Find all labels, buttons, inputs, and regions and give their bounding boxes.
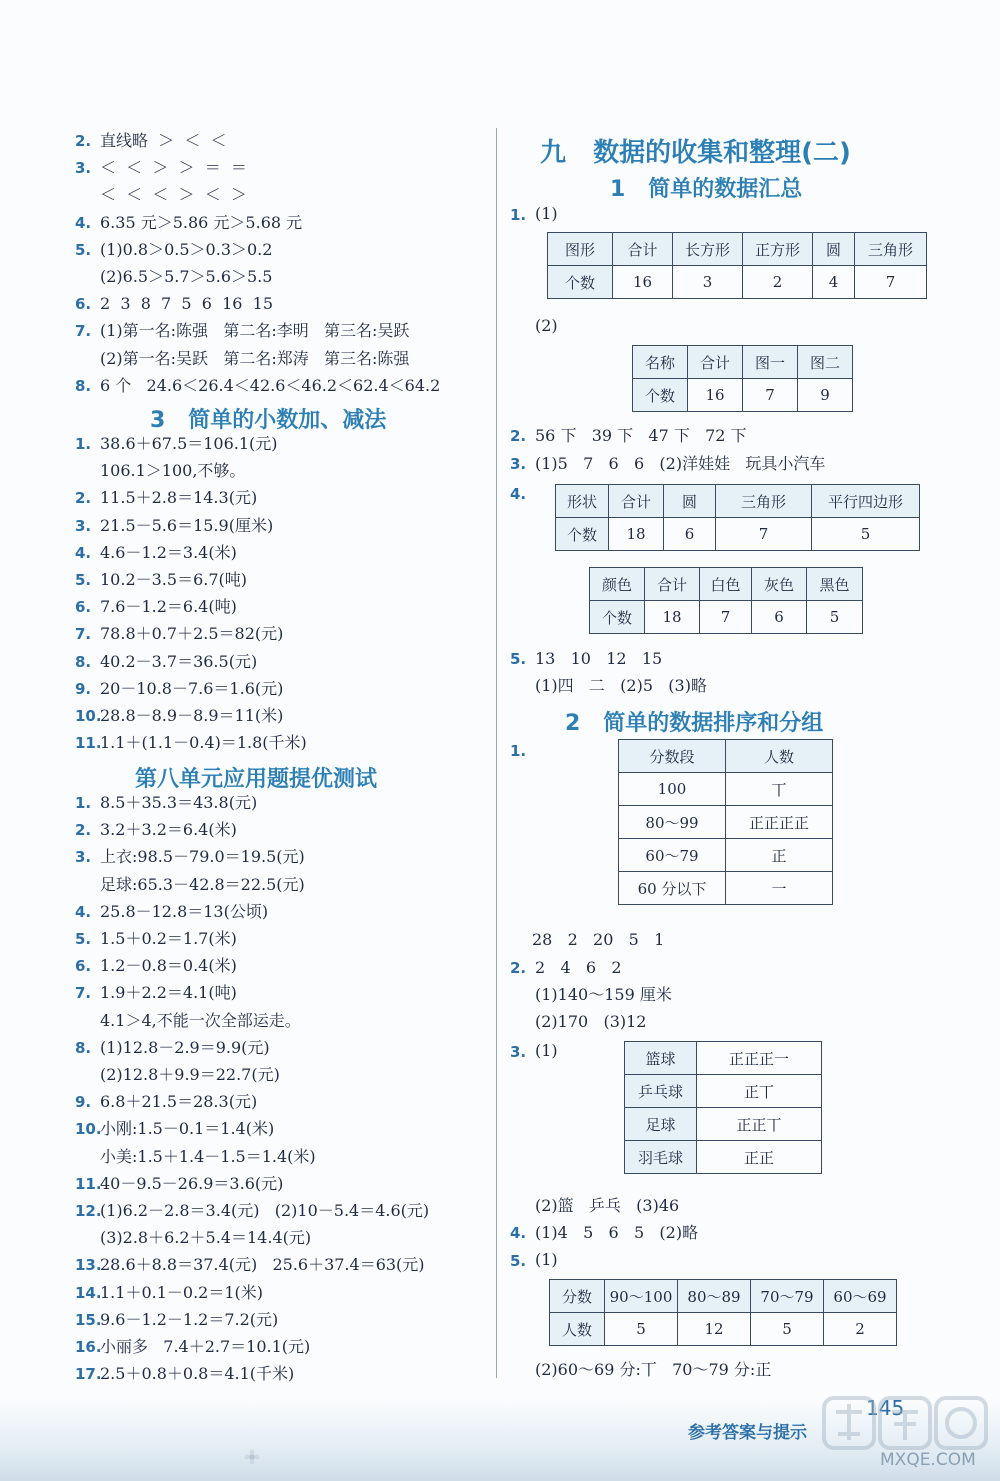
table-cell: 60～79 xyxy=(619,839,726,872)
answer-line: 小美:1.5＋1.4－1.5＝1.4(米) xyxy=(100,1146,316,1166)
answer-line: (1)4 5 6 5 (2)略 xyxy=(535,1223,699,1242)
table-cell: 正 xyxy=(726,839,833,872)
answer-line: 2 3 8 7 5 6 16 15 xyxy=(100,294,273,314)
item-number: 9. xyxy=(75,1093,92,1112)
item-number: 2. xyxy=(75,821,92,840)
table-cell: 图二 xyxy=(798,346,853,379)
item-number: 1. xyxy=(510,742,527,760)
table-row xyxy=(548,233,927,266)
table-cell: 16 xyxy=(613,266,673,299)
table-cell: 7 xyxy=(716,518,812,551)
chapter-title: 九 数据的收集和整理(二) xyxy=(540,138,851,168)
table-cell: 5 xyxy=(812,518,920,551)
table-cell: 名称 xyxy=(633,346,688,379)
table-row xyxy=(625,1141,822,1174)
table-cell: 三角形 xyxy=(716,485,812,518)
table-cell: 5 xyxy=(807,601,863,634)
table-cell: 正正正正 xyxy=(726,806,833,839)
table-cell: 个数 xyxy=(633,379,688,412)
answer-line: 28.8－8.9－8.9＝11(米) xyxy=(100,706,284,725)
table-cell: 颜色 xyxy=(590,568,645,601)
answer-line: 1.2－0.8＝0.4(米) xyxy=(100,956,237,976)
answer-line: 28.6＋8.8＝37.4(元) 25.6＋37.4＝63(元) xyxy=(100,1255,425,1275)
table-cell: 正正 xyxy=(697,1141,822,1174)
part-label: (2) xyxy=(535,316,558,335)
item-number: 5. xyxy=(510,650,527,668)
table-cell: 圆 xyxy=(664,485,716,518)
section-title-3: 3 简单的小数加、减法 xyxy=(150,408,387,433)
table-figures xyxy=(632,345,853,412)
answer-line: 106.1＞100,不够。 xyxy=(100,461,246,481)
item-number: 6. xyxy=(75,295,92,314)
table-cell: 图一 xyxy=(743,346,798,379)
item-number: 8. xyxy=(75,376,92,395)
table-row xyxy=(619,872,833,905)
answer-line: 4.6－1.2＝3.4(米) xyxy=(100,542,237,562)
answer-line: (2)170 (3)12 xyxy=(535,1012,647,1031)
table-cell: 6 xyxy=(664,518,716,551)
item-number: 12. xyxy=(75,1202,102,1220)
item-number: 5. xyxy=(75,240,92,259)
answer-line: 上衣:98.5－79.0＝19.5(元) xyxy=(100,847,305,867)
answer-line: 1.9＋2.2＝4.1(吨) xyxy=(100,983,237,1003)
table-cell: 正正正一 xyxy=(697,1042,822,1075)
answer-line: (2)6.5＞5.7＞5.6＞5.5 xyxy=(100,267,273,286)
answer-line: 直线略 ＞ ＜ ＜ xyxy=(100,131,227,150)
item-number: 7. xyxy=(75,984,92,1003)
table-cell: 60 分以下 xyxy=(619,872,726,905)
answer-line: 7.6－1.2＝6.4(吨) xyxy=(100,597,237,617)
table-cell: 合计 xyxy=(609,485,664,518)
table-cell: 个数 xyxy=(556,518,609,551)
answer-line: (1)四 二 (2)5 (3)略 xyxy=(535,676,707,695)
answer-line: 4.1＞4,不能一次全部运走。 xyxy=(100,1010,301,1030)
table-cell: 7 xyxy=(743,379,798,412)
table-cell: 正方形 xyxy=(743,233,813,266)
item-number: 3. xyxy=(510,1043,527,1061)
answer-line: 3.2＋3.2＝6.4(米) xyxy=(100,820,237,840)
table-row xyxy=(633,346,853,379)
watermark-text: MXQE.COM xyxy=(880,1450,976,1470)
table-row xyxy=(556,518,920,551)
item-number: 8. xyxy=(75,652,92,671)
table-cell: 正正丅 xyxy=(697,1108,822,1141)
item-number: 5. xyxy=(75,571,92,589)
item-number: 10. xyxy=(75,1120,102,1139)
table-cell: 正丅 xyxy=(697,1075,822,1108)
answer-line: 2.5＋0.8＋0.8＝4.1(千米) xyxy=(100,1364,295,1384)
table-row xyxy=(625,1108,822,1141)
table-cell: 80～89 xyxy=(678,1280,751,1313)
answer-line: 2 4 6 2 xyxy=(535,958,622,977)
table-cell: 5 xyxy=(605,1313,678,1346)
table-cell: 长方形 xyxy=(673,233,743,266)
answer-line: 1.1＋(1.1－0.4)＝1.8(千米) xyxy=(100,733,307,753)
part-label: (1) xyxy=(535,1041,558,1060)
answer-line: 9.6－1.2－1.2＝7.2(元) xyxy=(100,1309,279,1329)
item-number: 15. xyxy=(75,1310,102,1329)
table-cell: 6 xyxy=(752,601,807,634)
answer-line: (2)第一名:吴跃 第二名:郑涛 第三名:陈强 xyxy=(100,348,410,368)
item-number: 3. xyxy=(75,848,92,867)
table-cell: 圆 xyxy=(813,233,855,266)
table-row xyxy=(590,568,863,601)
table-cell: 形状 xyxy=(556,485,609,518)
answer-line: (1)第一名:陈强 第二名:李明 第三名:吴跃 xyxy=(100,321,410,341)
table-balls xyxy=(624,1041,822,1174)
table-cell: 平行四边形 xyxy=(812,485,920,518)
item-number: 10. xyxy=(75,707,102,725)
table-cell: 三角形 xyxy=(855,233,927,266)
item-number: 7. xyxy=(75,322,92,341)
table-cell: 一 xyxy=(726,872,833,905)
table-row xyxy=(550,1313,897,1346)
answer-line: 40－9.5－26.9＝3.6(元) xyxy=(100,1173,284,1193)
table-row xyxy=(625,1042,822,1075)
answer-line: 13 10 12 15 xyxy=(535,649,663,668)
table-color-count xyxy=(589,567,863,634)
answer-line: (1)12.8－2.9＝9.9(元) xyxy=(100,1037,270,1057)
answer-line: (1)140～159 厘米 xyxy=(535,985,672,1004)
item-number: 11. xyxy=(75,1174,102,1193)
item-number: 6. xyxy=(75,598,92,617)
item-number: 2. xyxy=(75,132,92,150)
answer-line: ＜ ＜ ＜ ＞ ＜ ＞ xyxy=(100,185,247,205)
flower-icon xyxy=(244,1449,260,1465)
item-number: 2. xyxy=(510,959,527,977)
table-cell: 乒乓球 xyxy=(625,1075,697,1108)
answer-line: 小刚:1.5－0.1＝1.4(米) xyxy=(100,1119,275,1139)
answer-line: 20－10.8－7.6＝1.6(元) xyxy=(100,678,284,698)
item-number: 4. xyxy=(75,213,92,232)
answer-line: 11.5＋2.8＝14.3(元) xyxy=(100,488,258,508)
item-number: 7. xyxy=(75,625,92,644)
answer-line: (3)2.8＋6.2＋5.4＝14.4(元) xyxy=(100,1228,312,1248)
answer-line: 21.5－5.6＝15.9(厘米) xyxy=(100,515,274,535)
answer-line: 8.5＋35.3＝43.8(元) xyxy=(100,793,258,812)
answer-line: 40.2－3.7＝36.5(元) xyxy=(100,651,258,671)
table-cell: 羽毛球 xyxy=(625,1141,697,1174)
table-cell: 黑色 xyxy=(807,568,863,601)
table-score-distribution xyxy=(549,1279,897,1346)
footer-label: 参考答案与提示 xyxy=(688,1423,807,1443)
answer-line: 10.2－3.5＝6.7(吨) xyxy=(100,570,248,589)
answer-line: (1)0.8＞0.5＞0.3＞0.2 xyxy=(100,239,273,259)
table-cell: 人数 xyxy=(726,740,833,773)
table-cell: 3 xyxy=(673,266,743,299)
answer-line: 38.6＋67.5＝106.1(元) xyxy=(100,434,278,453)
table-row xyxy=(548,266,927,299)
answer-line: 6.8＋21.5＝28.3(元) xyxy=(100,1092,258,1112)
table-shape-count xyxy=(555,484,920,551)
table-cell: 合计 xyxy=(688,346,743,379)
table-cell: 白色 xyxy=(700,568,752,601)
item-number: 16. xyxy=(75,1338,102,1356)
table-cell: 100 xyxy=(619,773,726,806)
item-number: 4. xyxy=(75,902,92,921)
item-number: 14. xyxy=(75,1283,102,1302)
answer-line: 6.35 元＞5.86 元＞5.68 元 xyxy=(100,212,303,232)
table-cell: 80～99 xyxy=(619,806,726,839)
table-cell: 个数 xyxy=(590,601,645,634)
table-cell: 16 xyxy=(688,379,743,412)
item-number: 17. xyxy=(75,1365,102,1384)
item-number: 3. xyxy=(510,455,527,473)
column-divider xyxy=(496,128,497,1378)
table-cell: 4 xyxy=(813,266,855,299)
answer-line: (2)篮 乒乓 (3)46 xyxy=(535,1196,680,1215)
table-row xyxy=(590,601,863,634)
answer-line: 25.8－12.8＝13(公顷) xyxy=(100,901,269,921)
answer-line: 1.1＋0.1－0.2＝1(米) xyxy=(100,1282,264,1302)
table-cell: 5 xyxy=(751,1313,824,1346)
table-cell: 分数 xyxy=(550,1280,605,1313)
answer-line: (2)60～69 分:丅 70～79 分:正 xyxy=(535,1360,772,1379)
item-number: 1. xyxy=(75,794,92,812)
section-title-1: 1 简单的数据汇总 xyxy=(610,177,803,202)
item-number: 5. xyxy=(510,1252,527,1270)
item-number: 2. xyxy=(510,427,527,445)
section-title-2: 2 简单的数据排序和分组 xyxy=(565,711,824,736)
table-cell: 丅 xyxy=(726,773,833,806)
answer-line: (1)5 7 6 6 (2)洋娃娃 玩具小汽车 xyxy=(535,454,826,473)
table-cell: 分数段 xyxy=(619,740,726,773)
answer-line: (2)12.8＋9.9＝22.7(元) xyxy=(100,1065,280,1084)
page-number: 145 xyxy=(866,1396,905,1420)
item-number: 11. xyxy=(75,734,102,753)
answer-line: 56 下 39 下 47 下 72 下 xyxy=(535,426,747,445)
item-number: 2. xyxy=(75,489,92,508)
table-row xyxy=(619,740,833,773)
item-number: 4. xyxy=(75,543,92,562)
item-number: 3. xyxy=(75,159,92,178)
table-row xyxy=(550,1280,897,1313)
item-number: 5. xyxy=(75,930,92,948)
part-label: (1) xyxy=(535,204,558,223)
table-row xyxy=(556,485,920,518)
item-number: 13. xyxy=(75,1256,102,1275)
table-cell: 7 xyxy=(700,601,752,634)
section-title-unit8: 第八单元应用题提优测试 xyxy=(135,767,378,792)
item-number: 1. xyxy=(510,206,527,224)
answer-line: 小丽多 7.4＋2.7＝10.1(元) xyxy=(100,1337,311,1356)
table-shapes xyxy=(547,232,927,299)
table-cell: 12 xyxy=(678,1313,751,1346)
table-cell: 7 xyxy=(855,266,927,299)
table-cell: 图形 xyxy=(548,233,613,266)
table-row xyxy=(619,839,833,872)
table-cell: 灰色 xyxy=(752,568,807,601)
table-row xyxy=(625,1075,822,1108)
item-number: 9. xyxy=(75,679,92,698)
table-cell: 18 xyxy=(645,601,700,634)
table-cell: 18 xyxy=(609,518,664,551)
table-cell: 2 xyxy=(743,266,813,299)
item-number: 3. xyxy=(75,516,92,535)
part-label: (1) xyxy=(535,1250,558,1269)
table-cell: 合计 xyxy=(613,233,673,266)
item-number: 4. xyxy=(510,485,527,503)
table-row xyxy=(619,773,833,806)
table-cell: 90～100 xyxy=(605,1280,678,1313)
table-row xyxy=(619,806,833,839)
table-cell: 人数 xyxy=(550,1313,605,1346)
answer-line: 6 个 24.6＜26.4＜42.6＜46.2＜62.4＜64.2 xyxy=(100,375,441,395)
table-cell: 个数 xyxy=(548,266,613,299)
answer-line: 1.5＋0.2＝1.7(米) xyxy=(100,929,237,948)
table-cell: 2 xyxy=(824,1313,897,1346)
table-cell: 60～69 xyxy=(824,1280,897,1313)
item-number: 4. xyxy=(510,1224,527,1242)
item-number: 6. xyxy=(75,957,92,976)
table-score-ranges xyxy=(618,739,833,905)
table-cell: 合计 xyxy=(645,568,700,601)
answer-line: ＜ ＜ ＞ ＞ ＝ ＝ xyxy=(100,158,247,178)
table-row xyxy=(633,379,853,412)
table-cell: 篮球 xyxy=(625,1042,697,1075)
item-number: 1. xyxy=(75,435,92,453)
answer-line: 78.8＋0.7＋2.5＝82(元) xyxy=(100,624,284,644)
table-cell: 足球 xyxy=(625,1108,697,1141)
table-cell: 70～79 xyxy=(751,1280,824,1313)
answer-line: (1)6.2－2.8＝3.4(元) (2)10－5.4＝4.6(元) xyxy=(100,1201,430,1220)
answer-line: 足球:65.3－42.8＝22.5(元) xyxy=(100,874,305,894)
item-number: 8. xyxy=(75,1038,92,1057)
table-cell: 9 xyxy=(798,379,853,412)
answer-line: 28 2 20 5 1 xyxy=(532,930,665,949)
